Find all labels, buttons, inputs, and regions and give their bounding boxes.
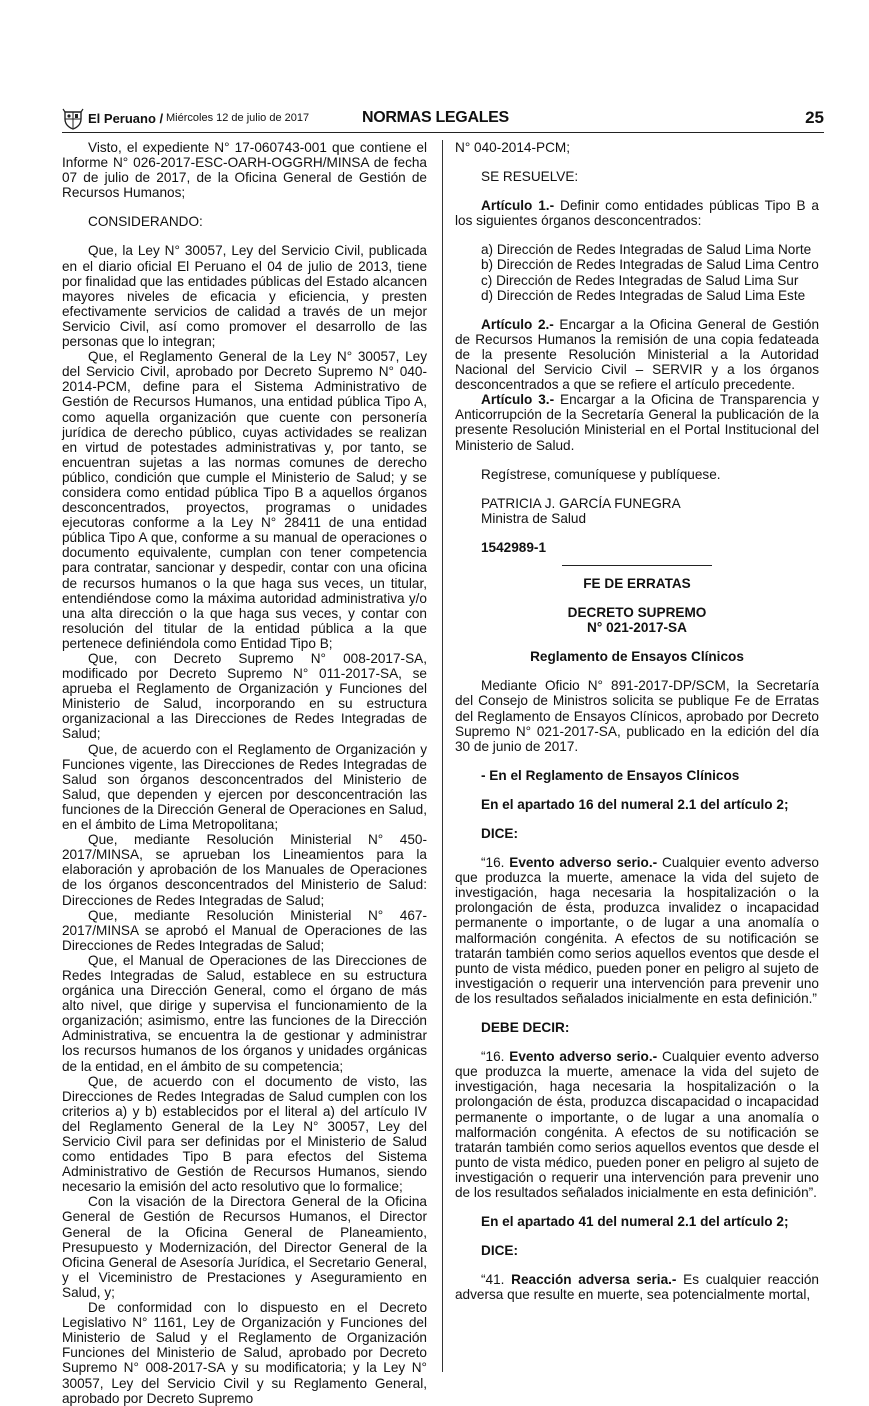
debe-decir-text: DEBE DECIR: bbox=[481, 1020, 570, 1036]
regulation-title: Reglamento de Ensayos Clínicos bbox=[530, 649, 744, 665]
intro-paragraph: Mediante Oficio N° 891-2017-DP/SCM, la Secretaría del Consejo de Ministros solicita se publique Fe de Erratas del Reglamento de Ensayos Clínicos, aprobado por Decreto Supremo N° 021-2017-SA, publicado en la edición del día 30 de junio de 2017. bbox=[455, 678, 819, 754]
paragraph: Que, la Ley N° 30057, Ley del Servicio Civil, publicada en el diario oficial El Peruano el 04 de julio de 2013, tiene por finalidad que las entidades públicas del Estado alcancen mayores niveles de eficacia y eficiencia, y presten efectivamente servicios de calidad a través de un mejor Servicio Civil, así como promover el desarrollo de las personas que lo integran; bbox=[62, 243, 427, 350]
quote-term: Evento adverso serio.- bbox=[509, 855, 658, 871]
article-2-title: Artículo 2.- bbox=[481, 316, 554, 332]
decree-title: DECRETO SUPREMO bbox=[567, 605, 707, 621]
quote-term: Reacción adversa seria.- bbox=[511, 1272, 677, 1288]
signer-name: PATRICIA J. GARCÍA FUNEGRA bbox=[481, 495, 681, 511]
article-2 bbox=[455, 317, 819, 392]
subheading bbox=[455, 768, 819, 783]
subheading-text: - En el Reglamento de Ensayos Clínicos bbox=[481, 767, 740, 783]
closing-formula: Regístrese, comuníquese y publíquese. bbox=[481, 466, 721, 482]
right-column bbox=[455, 140, 819, 1302]
decree-number: N° 021-2017-SA bbox=[587, 620, 687, 636]
article-3 bbox=[455, 392, 819, 452]
article-1 bbox=[455, 198, 819, 228]
quote-dice-41 bbox=[455, 1272, 819, 1302]
paragraph: Que, mediante Resolución Ministerial N° 450-2017/MINSA, se aprueban los Lineamientos para la elaboración y aprobación de los Manuales de Operaciones de los órganos desconcentrados del Ministerio de Salud: Direcciones de Redes Integradas de Salud; bbox=[62, 832, 427, 908]
quote-prefix: “16. bbox=[481, 1049, 510, 1065]
paragraph: Que, mediante Resolución Ministerial N° 467-2017/MINSA se aprobó el Manual de Operaciones de las Direcciones de Redes Integradas de Salud; bbox=[62, 907, 427, 953]
article-1-text: Definir como entidades públicas Tipo B a los siguientes órganos desconcentrados: bbox=[455, 198, 819, 229]
quote-text: Cualquier evento adverso que produzca la muerte, amenace la vida del sujeto de investigación, haga necesaria la hospitalización o la prolongación de ésta, produzca invalidez o incapacidad permanente o importante, o de lugar a una anomalía o malformación congénita. A efectos de su notificación se tratarán también como serios aquellos eventos que desde el punto de vista médico, pueden poner en peligro al sujeto de investigación o requerir una intervención para prevenir uno de los resultados señalados inicialmente en esta definición.” bbox=[455, 855, 819, 1006]
list-item: d) Dirección de Redes Integradas de Salud Lima Este bbox=[481, 287, 806, 303]
paragraph: Que, de acuerdo con el Reglamento de Organización y Funciones vigente, las Direcciones de Redes Integradas de Salud son órganos desconcentrados del Ministerio de Salud, que dependen y ejercen por desconcentración las funciones de la Dirección General de Operaciones en Salud, en el ámbito de Lima Metropolitana; bbox=[62, 741, 427, 833]
subheading bbox=[455, 797, 819, 812]
quote-prefix: “16. bbox=[481, 855, 510, 871]
issue-date: Miércoles 12 de julio de 2017 bbox=[166, 112, 310, 124]
quote-text: Es cualquier reacción adversa que resulte en muerte, sea potencialmente mortal, bbox=[455, 1272, 819, 1303]
paragraph-visto: Visto, el expediente N° 17-060743-001 que contiene el Informe N° 026-2017-ESC-OARH-OGGRH/MINSA de fecha 07 de julio de 2017, de la Oficina General de Gestión de Recursos Humanos; bbox=[62, 140, 427, 201]
list-item: b) Dirección de Redes Integradas de Salud Lima Centro bbox=[481, 257, 819, 273]
dice-label bbox=[455, 1243, 819, 1258]
quote-prefix: “41. bbox=[481, 1272, 512, 1288]
paragraph: Que, con Decreto Supremo N° 008-2017-SA, modificado por Decreto Supremo N° 011-2017-SA, se aprueba el Reglamento de Organización y Funciones del Ministerio de Salud, incorporando en su estructura organizacional a las Direcciones de Redes Integradas de Salud; bbox=[62, 651, 427, 742]
publication-code bbox=[455, 540, 819, 555]
fe-de-erratas-title: FE DE ERRATAS bbox=[583, 575, 691, 591]
paragraph: Que, el Reglamento General de la Ley N° 30057, Ley del Servicio Civil, aprobado por Decreto Supremo N° 040-2014-PCM, define para el Sistema Administrativo de Gestión de Recursos Humanos, una entidad pública Tipo A, como aquella organización que cuente con personería jurídica de derecho público, cuyas actividades se realizan en virtud de potestades administrativas y, por tanto, se encuentran sujetas a las normas comunes de derecho público, condición que cumple el Ministerio de Salud; y se considera como entidad pública Tipo B a aquellos órganos desconcentrados, proyectos, programas o unidades ejecutoras conforme a la Ley N° 28411 de una entidad pública Tipo A que, conforme a su manual de operaciones o documento equivalente, cumplan con tener competencia para contratar, sancionar y despedir, contar con una oficina de recursos humanos o la que haga sus veces, un titular, entendiéndose como la máxima autoridad administrativa y/o una alta dirección o la que haga sus veces, y contar con resolución del titular de la entidad pública a la que pertenece definiéndola como Entidad Tipo B; bbox=[62, 349, 427, 651]
list-item: c) Dirección de Redes Integradas de Salud Lima Sur bbox=[481, 272, 799, 288]
paragraph: Con la visación de la Directora General de la Oficina General de Gestión de Recursos Humanos, el Director General de la Oficina General de Planeamiento, Presupuesto y Modernización, del Director General de la Oficina General de Asesoría Jurídica, el Secretario General, y el Viceministro de Prestaciones y Aseguramiento en Salud, y; bbox=[62, 1194, 427, 1300]
subheading-text: En el apartado 16 del numeral 2.1 del artículo 2; bbox=[481, 796, 789, 812]
separator-rule bbox=[562, 565, 712, 566]
column-divider bbox=[442, 140, 443, 1372]
quote-text: Cualquier evento adverso que produzca la muerte, amenace la vida del sujeto de investigación, haga necesaria la hospitalización o la prolongación de ésta, produzca discapacidad o incapacidad permanente o importante, o de lugar a una anomalía o malformación congénita. A efectos de su notificación se tratarán también como serios aquellos eventos que desde el punto de vista médico, pueden poner en peligro al sujeto de investigación o requerir una intervención para prevenir uno de los resultados señalados inicialmente en esta definición”. bbox=[455, 1049, 819, 1200]
list-item: a) Dirección de Redes Integradas de Salud Lima Norte bbox=[481, 242, 812, 258]
paragraph: Que, el Manual de Operaciones de las Direcciones de Redes Integradas de Salud, establece en su estructura orgánica una Dirección General, como el órgano de más alto nivel, que dirige y supervisa el funcionamiento de la organización; asimismo, entre las funciones de la Dirección Administrativa, se encuentra la de gestionar y administrar los recursos humanos de los órganos y unidades orgánicas de la entidad, en el ámbito de su competencia; bbox=[62, 952, 427, 1074]
article-3-title: Artículo 3.- bbox=[481, 392, 555, 408]
debe-decir-label bbox=[455, 1020, 819, 1035]
dice-label bbox=[455, 826, 819, 841]
article-1-title: Artículo 1.- bbox=[481, 198, 555, 214]
header-rule bbox=[62, 132, 824, 133]
page-number: 25 bbox=[805, 108, 824, 127]
paragraph-continuation: N° 040-2014-PCM; bbox=[455, 140, 570, 155]
left-column bbox=[62, 140, 427, 1406]
newspaper-name: El Peruano / bbox=[88, 111, 164, 126]
publication-code-text: 1542989-1 bbox=[481, 539, 547, 555]
article-3-text: Encargar a la Oficina de Transparencia y Anticorrupción de la Secretaría General la publicación de la presente Resolución Ministerial en el Portal Institucional del Ministerio de Salud. bbox=[455, 392, 819, 453]
subheading-text: En el apartado 41 del numeral 2.1 del artículo 2; bbox=[481, 1214, 789, 1230]
quote-debe-decir-16 bbox=[455, 1049, 819, 1200]
quote-dice-16 bbox=[455, 855, 819, 1006]
considerando-heading: CONSIDERANDO: bbox=[88, 214, 203, 230]
page-header bbox=[62, 108, 824, 132]
signer-role: Ministra de Salud bbox=[481, 510, 587, 526]
quote-term: Evento adverso serio.- bbox=[509, 1049, 658, 1065]
paragraph: Que, de acuerdo con el documento de visto, las Direcciones de Redes Integradas de Salud cumplen con los criterios a) y b) establecidos por el literal a) del artículo IV del Reglamento General de la Ley N° 30057, Ley del Servicio Civil para ser definidas por el Ministerio de Salud como entidades Tipo B para efectos del Sistema Administrativo de Gestión de Recursos Humanos, siendo necesario la emisión del acto resolutivo que lo formalice; bbox=[62, 1073, 427, 1195]
coat-of-arms-icon bbox=[62, 108, 84, 130]
paragraph: De conformidad con lo dispuesto en el Decreto Legislativo N° 1161, Ley de Organización y Funciones del Ministerio de Salud y el Reglamento de Organización Funciones del Ministerio de Salud, aprobado por Decreto Supremo N° 008-2017-SA y su modificatoria; y la Ley N° 30057, Ley del Servicio Civil y su Reglamento General, aprobado por Decreto Supremo bbox=[62, 1300, 427, 1406]
se-resuelve-heading: SE RESUELVE: bbox=[481, 169, 579, 185]
dice-label-text: DICE: bbox=[481, 1243, 519, 1259]
dice-label-text: DICE: bbox=[481, 826, 519, 841]
section-title: NORMAS LEGALES bbox=[362, 109, 509, 126]
subheading bbox=[455, 1214, 819, 1229]
article-2-text: Encargar a la Oficina General de Gestión de Recursos Humanos la remisión de una copia fedateada de la presente Resolución Ministerial a la Autoridad Nacional del Servicio Civil – SERVIR y a los órganos desconcentrados a que se refiere el artículo precedente. bbox=[455, 316, 819, 393]
